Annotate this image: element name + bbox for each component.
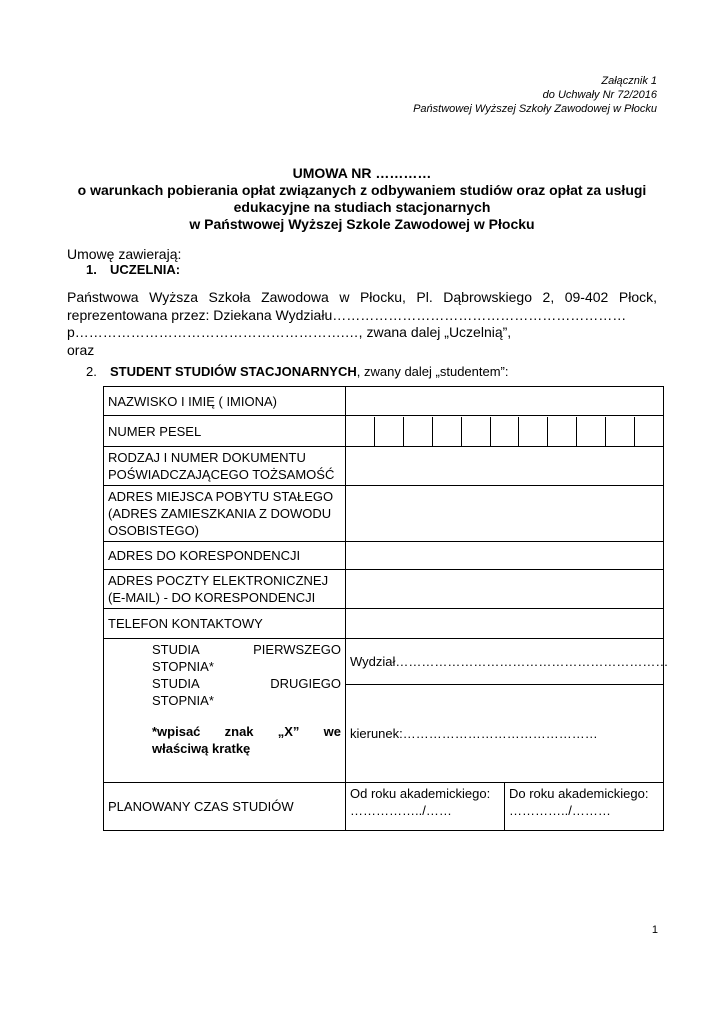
label-correspondence-address: ADRES DO KORESPONDENCJI (104, 542, 346, 570)
study-word: STUDIA (152, 676, 200, 691)
paragraph-line: reprezentowana przez: Dziekana Wydziału……………………………………………………… (67, 306, 627, 323)
pesel-digit-box[interactable] (432, 417, 461, 446)
label-study-level (104, 639, 346, 783)
party-number: 2. (86, 364, 97, 379)
field-to-year[interactable] (505, 783, 664, 831)
field-id-document[interactable] (346, 447, 664, 486)
annex-header (413, 74, 657, 116)
pesel-digit-box[interactable] (634, 417, 663, 446)
document-title (60, 165, 664, 233)
university-paragraph (67, 289, 657, 359)
annex-line: do Uchwały Nr 72/2016 (542, 89, 657, 101)
label-permanent-address (104, 486, 346, 542)
note-word: *wpisać (152, 724, 201, 739)
field-pesel[interactable] (346, 416, 664, 447)
label-pesel: NUMER PESEL (104, 416, 346, 447)
from-year-value: ……………../…… (350, 803, 452, 818)
party-student (86, 364, 509, 379)
note-word: znak (224, 724, 254, 739)
to-year-label: Do roku akademickiego: (509, 786, 649, 801)
field-from-year[interactable] (346, 783, 505, 831)
study-first-degree[interactable] (108, 641, 341, 658)
label-line: RODZAJ I NUMER DOKUMENTU (108, 450, 306, 465)
study-word: PIERWSZEGO (253, 642, 341, 657)
title-line: o warunkach pobierania opłat związanych z odbywaniem studiów oraz opłat za usługi (77, 182, 647, 198)
intro-text: Umowę zawierają: (67, 246, 182, 262)
label-line: (E-MAIL) - DO KORESPONDENCJI (108, 590, 316, 605)
pesel-digit-box[interactable] (576, 417, 605, 446)
label-line: ADRES MIEJSCA POBYTU STAŁEGO (108, 489, 334, 504)
paragraph-line: oraz (67, 341, 95, 358)
label-phone: TELEFON KONTAKTOWY (104, 609, 346, 639)
label-line: (ADRES ZAMIESZKANIA Z DOWODU (108, 506, 332, 521)
field-name[interactable] (346, 387, 664, 416)
field-email[interactable] (346, 570, 664, 609)
label-line: POŚWIADCZAJĄCEGO TOŻSAMOŚĆ (108, 467, 335, 482)
study-word: STOPNIA* (152, 659, 214, 674)
annex-line: Państwowej Wyższej Szkoły Zawodowej w Płocku (413, 103, 657, 115)
party-label: STUDENT STUDIÓW STACJONARNYCH (110, 364, 357, 379)
field-permanent-address[interactable] (346, 486, 664, 542)
field-correspondence-address[interactable] (346, 542, 664, 570)
pesel-digit-box[interactable] (518, 417, 547, 446)
title-line: UMOWA NR ………… (292, 165, 432, 181)
study-word: STUDIA (152, 642, 200, 657)
label-email (104, 570, 346, 609)
label-id-document (104, 447, 346, 486)
pesel-digit-box[interactable] (547, 417, 576, 446)
pesel-digit-box[interactable] (374, 417, 403, 446)
title-line: edukacyjne na studiach stacjonarnych (233, 199, 491, 215)
pesel-digit-box[interactable] (490, 417, 519, 446)
to-year-value: …………../……… (509, 803, 611, 818)
party-label: UCZELNIA: (110, 262, 181, 277)
paragraph-line: p………………………………………………….…, zwana dalej „Uczelnią”, (67, 324, 512, 340)
page-number: 1 (651, 924, 658, 936)
student-form-table (103, 386, 669, 831)
study-word: STOPNIA* (152, 693, 214, 708)
note-word: „X” (277, 724, 300, 739)
label-name: NAZWISKO I IMIĘ ( IMIONA) (104, 387, 346, 416)
study-word: DRUGIEGO (270, 676, 341, 691)
label-line: OSOBISTEGO) (108, 523, 200, 538)
party-label-rest: , zwany dalej „studentem”: (356, 364, 509, 379)
title-line: w Państwowej Wyższej Szkole Zawodowej w Płocku (189, 216, 535, 232)
party-number: 1. (86, 262, 97, 277)
paragraph-line: Państwowa Wyższa Szkoła Zawodowa w Płocku, Pl. Dąbrowskiego 2, 09-402 Płock, (67, 289, 657, 305)
field-phone[interactable] (346, 609, 664, 639)
party-university (86, 262, 180, 277)
instruction-note (108, 723, 341, 757)
pesel-digit-box[interactable] (461, 417, 490, 446)
pesel-digit-box[interactable] (346, 417, 374, 446)
study-second-degree[interactable] (108, 675, 341, 692)
from-year-label: Od roku akademickiego: (350, 786, 491, 801)
annex-line: Załącznik 1 (601, 75, 657, 87)
note-line: właściwą kratkę (152, 741, 251, 756)
label-planned-duration: PLANOWANY CZAS STUDIÓW (104, 783, 346, 831)
note-word: we (323, 724, 341, 739)
label-line: ADRES POCZTY ELEKTRONICZNEJ (108, 573, 329, 588)
pesel-digit-box[interactable] (403, 417, 432, 446)
field-major[interactable]: kierunek:……………………………………… (346, 685, 664, 783)
pesel-digit-box[interactable] (605, 417, 634, 446)
field-faculty[interactable]: Wydział……………………………………………………… (346, 639, 664, 685)
